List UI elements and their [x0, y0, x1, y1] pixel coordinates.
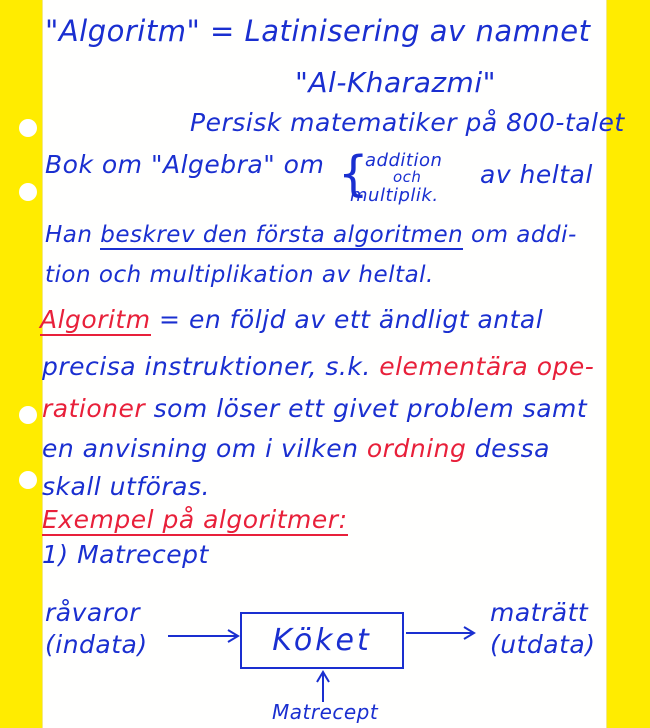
control-label: Matrecept [272, 700, 379, 724]
book-line-start: Bok om "Algebra" om [45, 150, 325, 179]
arrow-output [406, 627, 474, 639]
arrow-input [168, 630, 238, 642]
brace-item-addition: addition [365, 150, 443, 171]
text: Han [45, 222, 93, 248]
text: dessa [474, 434, 550, 463]
text: precisa instruktioner, s.k. [42, 352, 371, 381]
output-sub-label: (utdata) [490, 630, 596, 659]
text: om addi- [471, 222, 577, 248]
text: som löser ett givet problem samt [153, 394, 588, 423]
arrow-control [317, 672, 329, 702]
example-1: 1) Matrecept [42, 540, 209, 569]
term-operationer: rationer [42, 394, 146, 423]
brace: { [338, 146, 370, 202]
output-label: maträtt [490, 598, 589, 627]
described-line-cont: tion och multiplikation av heltal. [45, 262, 434, 288]
book-line-end: av heltal [480, 160, 593, 189]
term-algoritm: Algoritm [40, 305, 151, 334]
term-ordning: ordning [366, 434, 467, 463]
input-sub-label: (indata) [45, 630, 148, 659]
def-line-5: skall utföras. [42, 472, 210, 501]
process-box: Köket [240, 612, 404, 669]
input-label: råvaror [45, 598, 141, 627]
heading-text: Exempel på algoritmer: [42, 505, 348, 534]
underlined-phrase: beskrev den första algoritmen [100, 222, 464, 248]
term-elementara: elementära ope- [379, 352, 595, 381]
persian-line: Persisk matematiker på 800-talet [190, 108, 625, 137]
brace-item-och: och [393, 168, 422, 186]
text: = en följd av ett ändligt antal [159, 305, 544, 334]
text: en anvisning om i vilken [42, 434, 359, 463]
brace-item-multiplik: multiplik. [350, 185, 439, 206]
definition-line: "Algoritm" = Latinisering av namnet [45, 14, 591, 48]
name-line: "Al-Kharazmi" [295, 66, 496, 99]
